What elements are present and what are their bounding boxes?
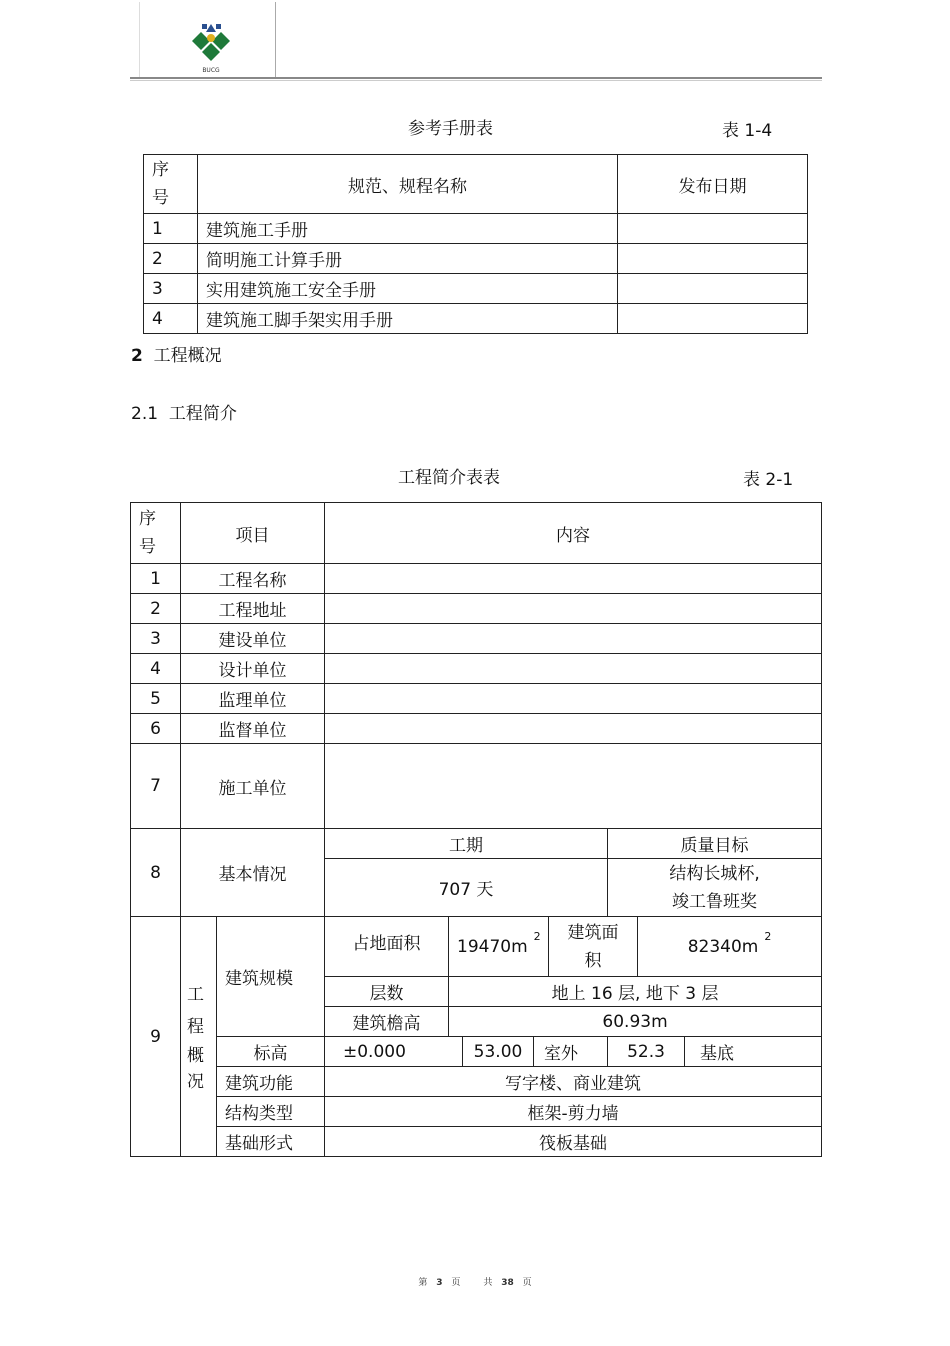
table-row — [144, 244, 808, 274]
footer-text: 第 — [418, 1278, 428, 1288]
table1-cell-name: 建筑施工手册 — [198, 214, 618, 244]
table2-cell-item: 工程地址 — [181, 594, 325, 624]
building-area-label-line2: 积 — [584, 950, 602, 971]
table-row — [131, 624, 822, 654]
table1-caption: 参考手册表 — [408, 119, 493, 139]
land-area-number: 19470m — [457, 936, 528, 957]
table2-cell-no: 3 — [131, 624, 181, 654]
footer-text: 页 — [451, 1278, 461, 1288]
table-row — [144, 274, 808, 304]
elevation-zero-value: 53.00 — [463, 1037, 534, 1067]
section-2-1-title: 工程简介 — [168, 404, 237, 424]
quality-value — [608, 859, 822, 917]
building-area-value — [638, 917, 822, 977]
table1-cell-name: 简明施工计算手册 — [198, 244, 618, 274]
table1-label: 表 1-4 — [722, 121, 773, 141]
table-row — [131, 917, 822, 977]
header-rule-shadow — [130, 80, 822, 81]
table-row — [131, 684, 822, 714]
section-2-1-number: 2.1 — [131, 404, 159, 424]
quality-label: 质量目标 — [608, 829, 822, 859]
table-row — [144, 214, 808, 244]
building-area-number: 82340m — [687, 936, 759, 957]
building-area-unit-sup: 2 — [764, 929, 772, 943]
table2-cell-no: 6 — [131, 714, 181, 744]
land-area-value — [449, 917, 549, 977]
table1-header-name: 规范、规程名称 — [198, 155, 618, 214]
eave-height-value: 60.93m — [449, 1007, 822, 1037]
footer-text: 共 — [483, 1278, 493, 1288]
table1-cell-date — [618, 214, 808, 244]
project-overview-group-label — [181, 917, 217, 1157]
section-2-title: 工程概况 — [153, 346, 222, 366]
table2-label: 表 2-1 — [743, 470, 794, 490]
header-logo-frame — [139, 2, 276, 77]
group-char: 况 — [187, 1071, 204, 1092]
table-row — [131, 744, 822, 829]
table-row — [131, 829, 822, 859]
floors-value: 地上 16 层, 地下 3 层 — [449, 977, 822, 1007]
structure-type-label: 结构类型 — [217, 1097, 325, 1127]
group-char: 概 — [187, 1045, 204, 1066]
reference-manual-table — [143, 154, 808, 334]
table2-header-content: 内容 — [325, 503, 822, 564]
table-row — [144, 304, 808, 334]
table1-cell-no: 2 — [144, 244, 198, 274]
table1-cell-no: 1 — [144, 214, 198, 244]
table1-cell-no: 4 — [144, 304, 198, 334]
period-value: 707 天 — [325, 859, 608, 917]
elevation-label: 标高 — [217, 1037, 325, 1067]
table-row — [131, 714, 822, 744]
logo-text: BUCG — [202, 67, 220, 74]
quality-value-line2: 竣工鲁班奖 — [672, 891, 758, 912]
footer-page-number: 3 — [436, 1278, 443, 1288]
table1-cell-date — [618, 274, 808, 304]
table2-cell-content — [325, 594, 822, 624]
foundation-type-value: 筏板基础 — [325, 1127, 822, 1157]
table2-cell-no: 7 — [131, 744, 181, 829]
table1-header-date: 发布日期 — [618, 155, 808, 214]
table2-cell-item: 监督单位 — [181, 714, 325, 744]
table1-cell-no: 3 — [144, 274, 198, 304]
building-scale-label: 建筑规模 — [217, 917, 325, 1037]
outdoor-label: 室外 — [534, 1037, 608, 1067]
structure-type-value: 框架-剪力墙 — [325, 1097, 822, 1127]
table2-cell-no: 5 — [131, 684, 181, 714]
table1-cell-name: 建筑施工脚手架实用手册 — [198, 304, 618, 334]
footer-total-pages: 38 — [501, 1278, 514, 1288]
floors-label: 层数 — [325, 977, 449, 1007]
land-area-label: 占地面积 — [325, 917, 449, 977]
period-label: 工期 — [325, 829, 608, 859]
table1-cell-name: 实用建筑施工安全手册 — [198, 274, 618, 304]
project-overview-table — [130, 502, 822, 1157]
company-logo-icon — [140, 2, 275, 77]
group-char: 程 — [187, 1016, 204, 1037]
table-row — [131, 654, 822, 684]
section-2-number: 2 — [131, 346, 143, 366]
table2-cell-no: 4 — [131, 654, 181, 684]
table2-header-item: 项目 — [181, 503, 325, 564]
table2-header-no: 序号 — [131, 503, 181, 564]
table-row — [131, 594, 822, 624]
section-2-1-heading — [131, 399, 237, 424]
table2-cell-content — [325, 654, 822, 684]
building-function-value: 写字楼、商业建筑 — [325, 1067, 822, 1097]
table2-cell-no: 9 — [131, 917, 181, 1157]
table2-cell-item: 设计单位 — [181, 654, 325, 684]
table1-header-no: 序号 — [144, 155, 198, 214]
land-area-unit-sup: 2 — [533, 929, 541, 943]
table1-cell-date — [618, 244, 808, 274]
building-area-label — [549, 917, 638, 977]
group-char: 工 — [187, 984, 204, 1005]
building-function-label: 建筑功能 — [217, 1067, 325, 1097]
table2-cell-content — [325, 684, 822, 714]
table2-cell-item: 施工单位 — [181, 744, 325, 829]
basic-info-label: 基本情况 — [181, 829, 325, 917]
header-rule — [130, 77, 822, 79]
quality-value-line1: 结构长城杯, — [669, 863, 760, 884]
table2-cell-no: 8 — [131, 829, 181, 917]
footer-text: 页 — [522, 1278, 532, 1288]
table2-cell-content — [325, 564, 822, 594]
table2-cell-no: 2 — [131, 594, 181, 624]
page-footer — [0, 1275, 950, 1288]
building-area-label-line1: 建筑面 — [567, 922, 619, 943]
elevation-zero-label: ±0.000 — [325, 1037, 463, 1067]
table2-cell-content — [325, 744, 822, 829]
table2-cell-item: 工程名称 — [181, 564, 325, 594]
base-label: 基底 — [685, 1037, 822, 1067]
foundation-type-label: 基础形式 — [217, 1127, 325, 1157]
table2-cell-item: 建设单位 — [181, 624, 325, 654]
table2-cell-content — [325, 624, 822, 654]
table2-cell-no: 1 — [131, 564, 181, 594]
table1-cell-date — [618, 304, 808, 334]
table2-caption: 工程简介表表 — [398, 468, 500, 488]
eave-height-label: 建筑檐高 — [325, 1007, 449, 1037]
section-2-heading — [131, 341, 222, 366]
table-row — [131, 564, 822, 594]
table2-cell-item: 监理单位 — [181, 684, 325, 714]
outdoor-value: 52.3 — [608, 1037, 685, 1067]
table2-cell-content — [325, 714, 822, 744]
